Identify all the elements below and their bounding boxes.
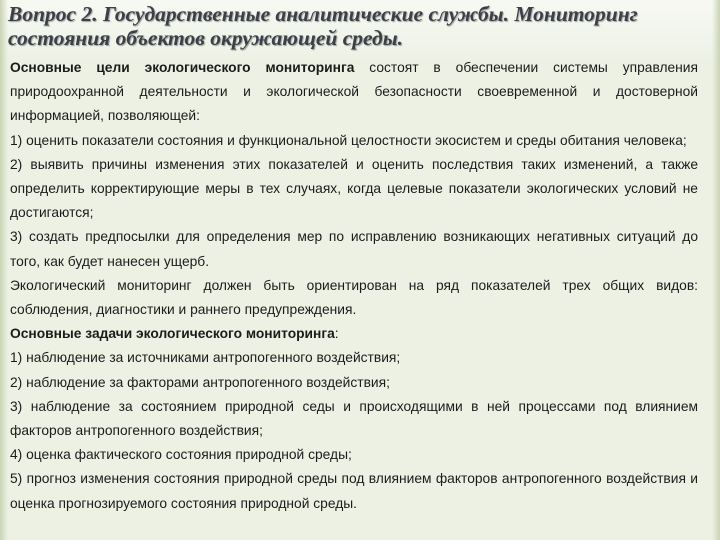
task-item: 1) наблюдение за источниками антропогенного воздействия; [10, 350, 401, 366]
task-item: 4) оценка фактического состояния природной среды; [10, 447, 352, 463]
tasks-heading: Основные задачи экологического мониторинга [10, 326, 335, 342]
task-item: 2) наблюдение за факторами антропогенного воздействия; [10, 374, 390, 390]
slide-title: Вопрос 2. Государственные аналитические службы. Мониторинг состояния объектов окружающей среды. [8, 2, 638, 50]
goals-lead: Основные цели экологического мониторинга [10, 60, 355, 75]
slide-body [10, 56, 698, 516]
goal-item: 2) выявить причины изменения этих показателей и оценить последствия таких изменений, а также определить корректирующие меры в тех случаях, когда целевые показатели экологических условий не достигаются; [10, 156, 698, 221]
task-item: 3) наблюдение за состоянием природной седы и происходящими в ней процессами под влиянием факторов антропогенного воздействия; [10, 398, 698, 439]
tasks-heading-line [10, 322, 698, 346]
goals-intro [10, 56, 698, 129]
goals-intro-text: состоят в обеспечении системы управления природоохранной деятельности и экологической безопасности своевременной и достоверной информацией, позволяющей: [10, 60, 698, 124]
goal-item: 3) создать предпосылки для определения мер по исправлению возникающих негативных ситуаций до того, как будет нанесен ущерб. [10, 229, 698, 269]
goal-item: 1) оценить показатели состояния и функциональной целостности экосистем и среды обитания человека; [10, 132, 687, 148]
indicators-paragraph: Экологический мониторинг должен быть ориентирован на ряд показателей трех общих видов: соблюдения, диагностики и раннего предупреждения. [10, 277, 698, 318]
tasks-heading-colon: : [334, 326, 339, 342]
task-item: 5) прогноз изменения состояния природной среды под влиянием факторов антропогенного воздействия и оценка прогнозируемого состояния природной среды. [10, 471, 698, 511]
